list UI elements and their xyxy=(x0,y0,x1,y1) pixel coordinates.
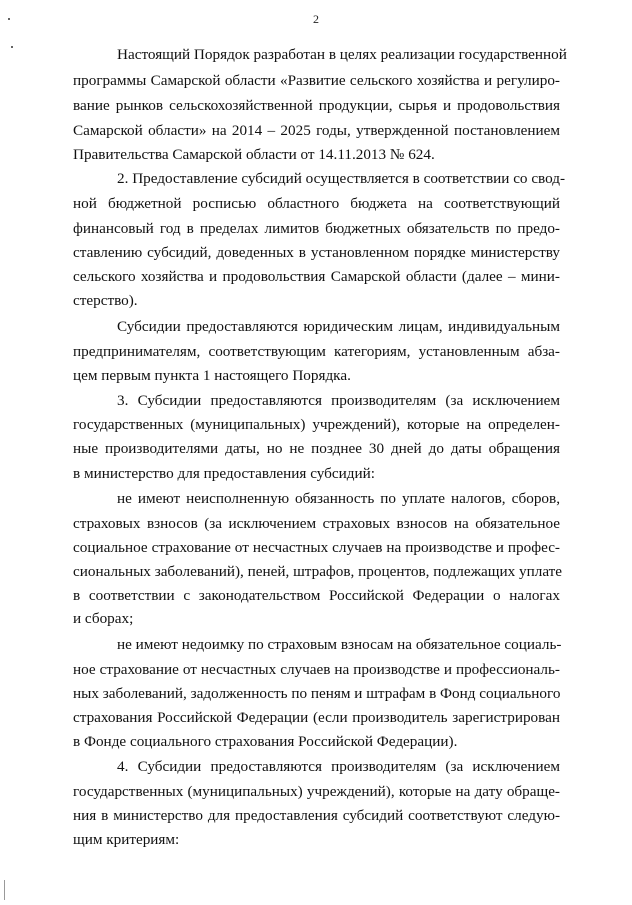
text-line: и сборах; xyxy=(73,610,134,627)
text-line: стерство). xyxy=(73,292,138,309)
text-line: ных заболеваний, задолженность по пеням и штрафам в Фонд социального xyxy=(73,685,561,702)
text-line: программы Самарской области «Развитие сельского хозяйства и регулиро- xyxy=(73,72,560,89)
text-line: в Фонде социального страхования Российской Федерации). xyxy=(73,733,458,750)
text-line: 2. Предоставление субсидий осуществляется в соответствии со свод- xyxy=(117,170,566,187)
text-line: в соответствии с законодательством Российской Федерации о налогах xyxy=(73,587,560,604)
text-line: сельского хозяйства и продовольствия Самарской области (далее – мини- xyxy=(73,268,560,285)
text-line: 3. Субсидии предоставляются производителям (за исключением xyxy=(117,392,560,409)
text-line: социальное страхование от несчастных случаев на производстве и профес- xyxy=(73,539,560,556)
text-line: Субсидии предоставляются юридическим лицам, индивидуальным xyxy=(117,318,560,335)
text-line: Самарской области» на 2014 – 2025 годы, утвержденной постановлением xyxy=(73,122,560,139)
text-line: ния в министерство для предоставления субсидий соответствуют следую- xyxy=(73,807,560,824)
text-line: ставлению субсидий, доведенных в установленном порядке министерству xyxy=(73,244,560,261)
text-line: цем первым пункта 1 настоящего Порядка. xyxy=(73,367,351,384)
text-line: не имеют неисполненную обязанность по уплате налогов, сборов, xyxy=(117,490,560,507)
text-line: ные производителями даты, но не позднее 30 дней до даты обращения xyxy=(73,440,560,457)
text-line: в министерство для предоставления субсидий: xyxy=(73,465,375,482)
text-line: вание рынков сельскохозяйственной продукции, сырья и продовольствия xyxy=(73,97,560,114)
text-line: сиональных заболеваний), пеней, штрафов, процентов, подлежащих уплате xyxy=(73,563,563,580)
text-line: Настоящий Порядок разработан в целях реализации государственной xyxy=(117,46,567,63)
text-line: финансовый год в пределах лимитов бюджетных обязательств по предо- xyxy=(73,220,560,237)
text-line: предпринимателям, соответствующим категориям, установленным абза- xyxy=(73,343,560,360)
text-line: не имеют недоимку по страховым взносам на обязательное социаль- xyxy=(117,636,562,653)
text-line: ной бюджетной росписью областного бюджета на соответствующий xyxy=(73,195,560,212)
text-line: щим критериям: xyxy=(73,831,180,848)
text-line: страхования Российской Федерации (если производитель зарегистрирован xyxy=(73,709,560,726)
scan-mark xyxy=(4,880,5,900)
page-number: 2 xyxy=(313,12,319,26)
text-line: ное страхование от несчастных случаев на производстве и профессиональ- xyxy=(73,661,560,678)
text-line: страховых взносов (за исключением страховых взносов на обязательное xyxy=(73,515,560,532)
text-line: государственных (муниципальных) учреждений), которые на дату обраще- xyxy=(73,783,560,800)
text-line: Правительства Самарской области от 14.11.2013 № 624. xyxy=(73,146,435,163)
text-line: 4. Субсидии предоставляются производителям (за исключением xyxy=(117,758,560,775)
scan-mark xyxy=(11,46,13,48)
text-line: государственных (муниципальных) учреждений), которые на определен- xyxy=(73,416,560,433)
